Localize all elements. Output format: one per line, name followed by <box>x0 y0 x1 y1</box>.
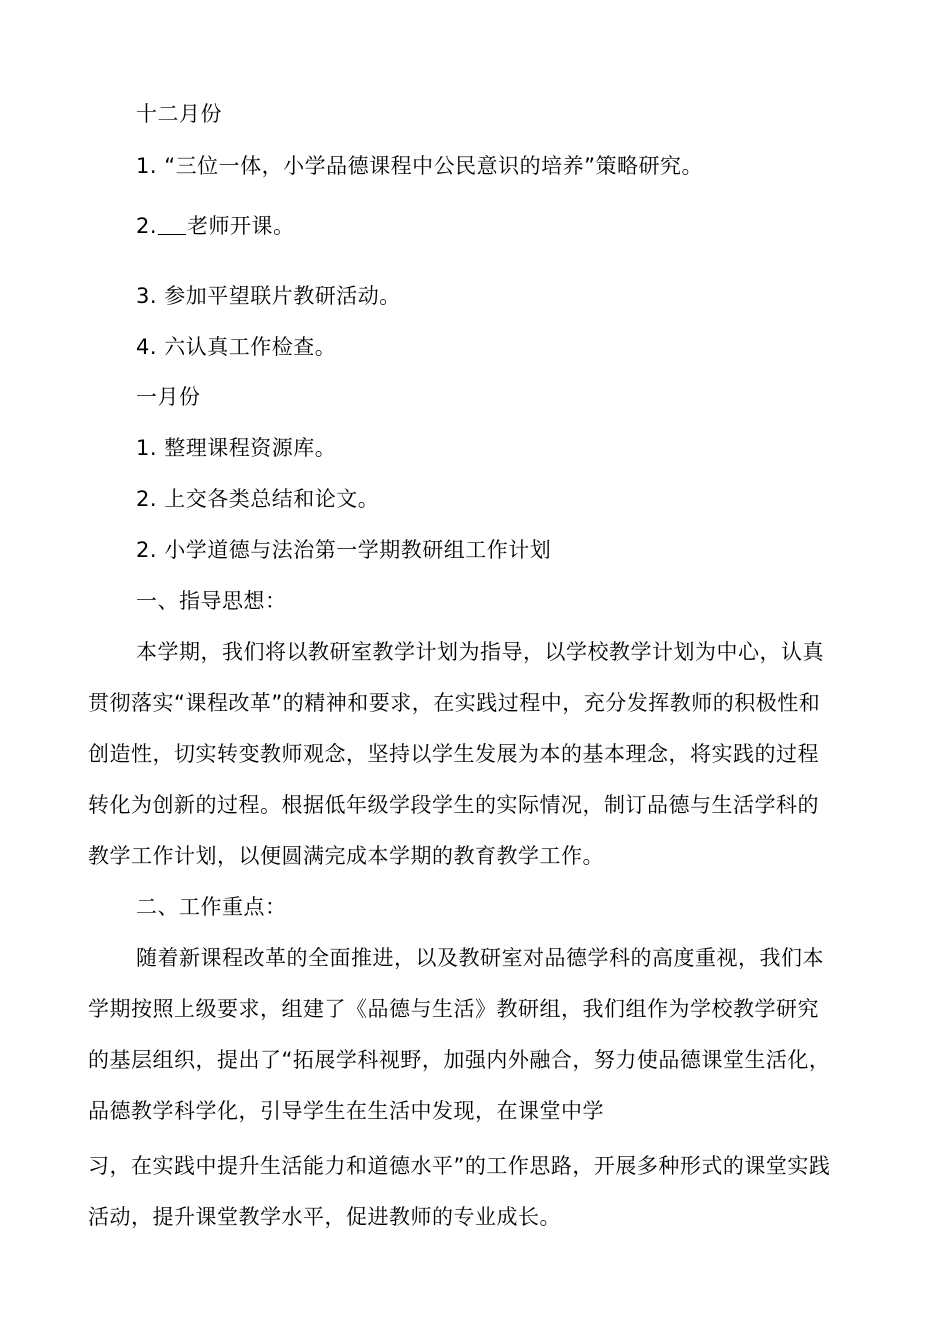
january-item-1: 1. 整理课程资源库。 <box>136 436 337 460</box>
december-item-4: 4. 六认真工作检查。 <box>136 335 337 359</box>
guiding-heading: 一、指导思想： <box>136 589 287 613</box>
december-item-3: 3. 参加平望联片教研活动。 <box>136 284 401 308</box>
december-item-1: 1. “三位一体，小学品德课程中公民意识的培养”策略研究。 <box>136 154 703 178</box>
january-item-2: 2. 上交各类总结和论文。 <box>136 487 380 511</box>
focus-heading: 二、工作重点： <box>136 895 287 919</box>
december-item-2 <box>136 212 295 240</box>
january-heading: 一月份 <box>136 385 201 409</box>
guiding-line-2: 贯彻落实“课程改革”的精神和要求，在实践过程中，充分发挥教师的积极性和 <box>88 691 821 715</box>
plan-title: 2. 小学道德与法治第一学期教研组工作计划 <box>136 538 552 562</box>
guiding-line-1: 本学期，我们将以教研室教学计划为指导，以学校教学计划为中心，认真 <box>136 640 824 664</box>
blank-underline <box>158 214 186 235</box>
guiding-line-3: 创造性，切实转变教师观念，坚持以学生发展为本的基本理念，将实践的过程 <box>88 742 819 766</box>
focus-line-2: 学期按照上级要求，组建了《品德与生活》教研组，我们组作为学校教学研究 <box>88 997 819 1021</box>
guiding-line-5: 教学工作计划，以便圆满完成本学期的教育教学工作。 <box>88 844 604 868</box>
december-heading: 十二月份 <box>136 102 222 126</box>
december-item-2-text: 老师开课。 <box>187 214 295 238</box>
focus-line-1: 随着新课程改革的全面推进，以及教研室对品德学科的高度重视，我们本 <box>136 946 824 970</box>
guiding-line-4: 转化为创新的过程。根据低年级学段学生的实际情况，制订品德与生活学科的 <box>88 793 819 817</box>
focus-line-6: 活动，提升课堂教学水平，促进教师的专业成长。 <box>88 1205 561 1229</box>
focus-line-5: 习，在实践中提升生活能力和道德水平”的工作思路，开展多种形式的课堂实践 <box>88 1154 831 1178</box>
december-item-2-number: 2. <box>136 214 158 238</box>
focus-line-3: 的基层组织，提出了“拓展学科视野，加强内外融合，努力使品德课堂生活化， <box>88 1048 831 1072</box>
focus-line-4: 品德教学科学化，引导学生在生活中发现，在课堂中学 <box>88 1099 604 1123</box>
